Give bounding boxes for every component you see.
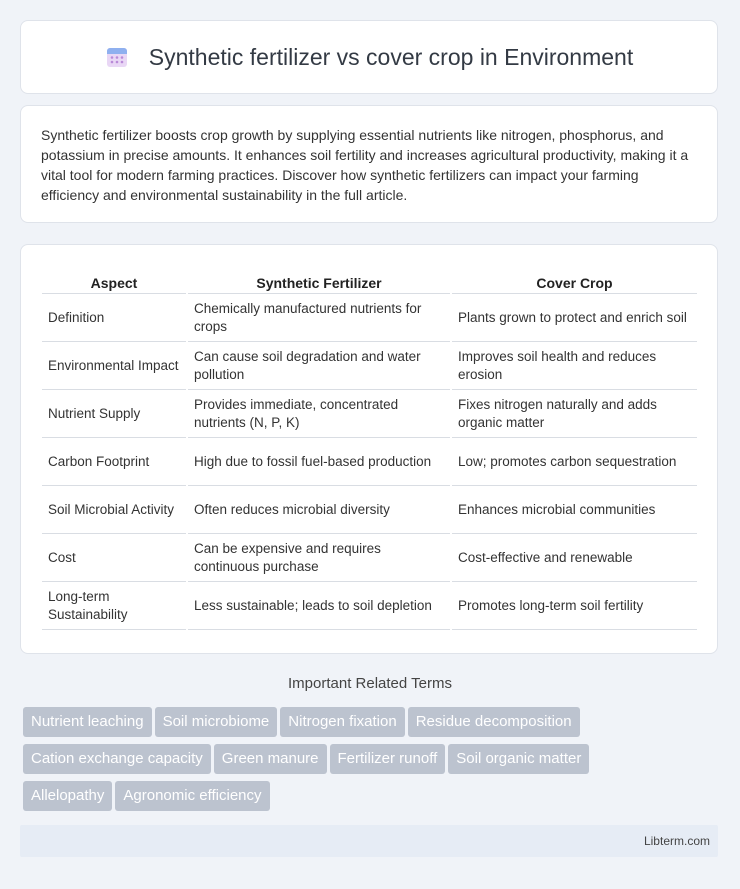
related-terms-heading: Important Related Terms [288, 675, 452, 692]
column-header: Synthetic Fertilizer [188, 265, 450, 294]
column-header: Aspect [42, 265, 186, 294]
table-cell-aspect: Long-term Sustainability [42, 582, 186, 630]
table-cell-cover-crop: Improves soil health and reduces erosion [452, 342, 697, 390]
footer [20, 825, 718, 857]
table-row [42, 582, 697, 630]
table-cell-synthetic: High due to fossil fuel-based production [188, 438, 450, 486]
table-row [42, 438, 697, 486]
related-term-tag[interactable]: Agronomic efficiency [115, 781, 269, 811]
related-term-tag[interactable]: Soil microbiome [155, 707, 278, 737]
footer-site-link[interactable]: Libterm.com [643, 834, 710, 848]
table-row [42, 486, 697, 534]
table-cell-aspect: Cost [42, 534, 186, 582]
table-row [42, 390, 697, 438]
table-cell-aspect: Soil Microbial Activity [42, 486, 186, 534]
table-cell-synthetic: Can cause soil degradation and water pollution [188, 342, 450, 390]
related-term-tag[interactable]: Fertilizer runoff [330, 744, 446, 774]
table-cell-aspect: Nutrient Supply [42, 390, 186, 438]
page-title: Synthetic fertilizer vs cover crop in Environment [148, 43, 634, 70]
table-cell-cover-crop: Promotes long-term soil fertility [452, 582, 697, 630]
intro-card [20, 105, 718, 223]
table-row [42, 534, 697, 582]
table-cell-synthetic: Chemically manufactured nutrients for crops [188, 294, 450, 342]
related-term-tag[interactable]: Soil organic matter [448, 744, 589, 774]
table-cell-cover-crop: Fixes nitrogen naturally and adds organic matter [452, 390, 697, 438]
table-cell-synthetic: Less sustainable; leads to soil depletion [188, 582, 450, 630]
related-term-tag[interactable]: Allelopathy [23, 781, 112, 811]
table-cell-synthetic: Often reduces microbial diversity [188, 486, 450, 534]
table-cell-cover-crop: Low; promotes carbon sequestration [452, 438, 697, 486]
table-row [42, 342, 697, 390]
table-header-row [42, 265, 697, 294]
title-card [20, 20, 718, 94]
intro-paragraph: Synthetic fertilizer boosts crop growth by supplying essential nutrients like nitrogen, phosphorus, and potassium in precise amounts. It enhances soil fertility and increases agricultural productivity, making it a vital tool for modern farming practices. Discover how synthetic fertilizers can impact your farming efficiency and environmental sustainability in the full article. [41, 127, 689, 203]
column-header: Cover Crop [452, 265, 697, 294]
table-cell-cover-crop: Plants grown to protect and enrich soil [452, 294, 697, 342]
related-term-tag[interactable]: Nutrient leaching [23, 707, 152, 737]
related-term-tag[interactable]: Residue decomposition [408, 707, 580, 737]
table-cell-aspect: Environmental Impact [42, 342, 186, 390]
comparison-table [40, 265, 699, 630]
related-term-tag[interactable]: Cation exchange capacity [23, 744, 211, 774]
comparison-table-card [20, 244, 718, 654]
related-term-tag[interactable]: Nitrogen fixation [280, 707, 404, 737]
table-row [42, 294, 697, 342]
table-cell-synthetic: Provides immediate, concentrated nutrients (N, P, K) [188, 390, 450, 438]
calendar-grid-icon [105, 45, 129, 69]
table-cell-aspect: Carbon Footprint [42, 438, 186, 486]
table-cell-aspect: Definition [42, 294, 186, 342]
related-terms-list [23, 707, 723, 818]
table-cell-synthetic: Can be expensive and requires continuous purchase [188, 534, 450, 582]
related-term-tag[interactable]: Green manure [214, 744, 327, 774]
table-cell-cover-crop: Enhances microbial communities [452, 486, 697, 534]
table-cell-cover-crop: Cost-effective and renewable [452, 534, 697, 582]
